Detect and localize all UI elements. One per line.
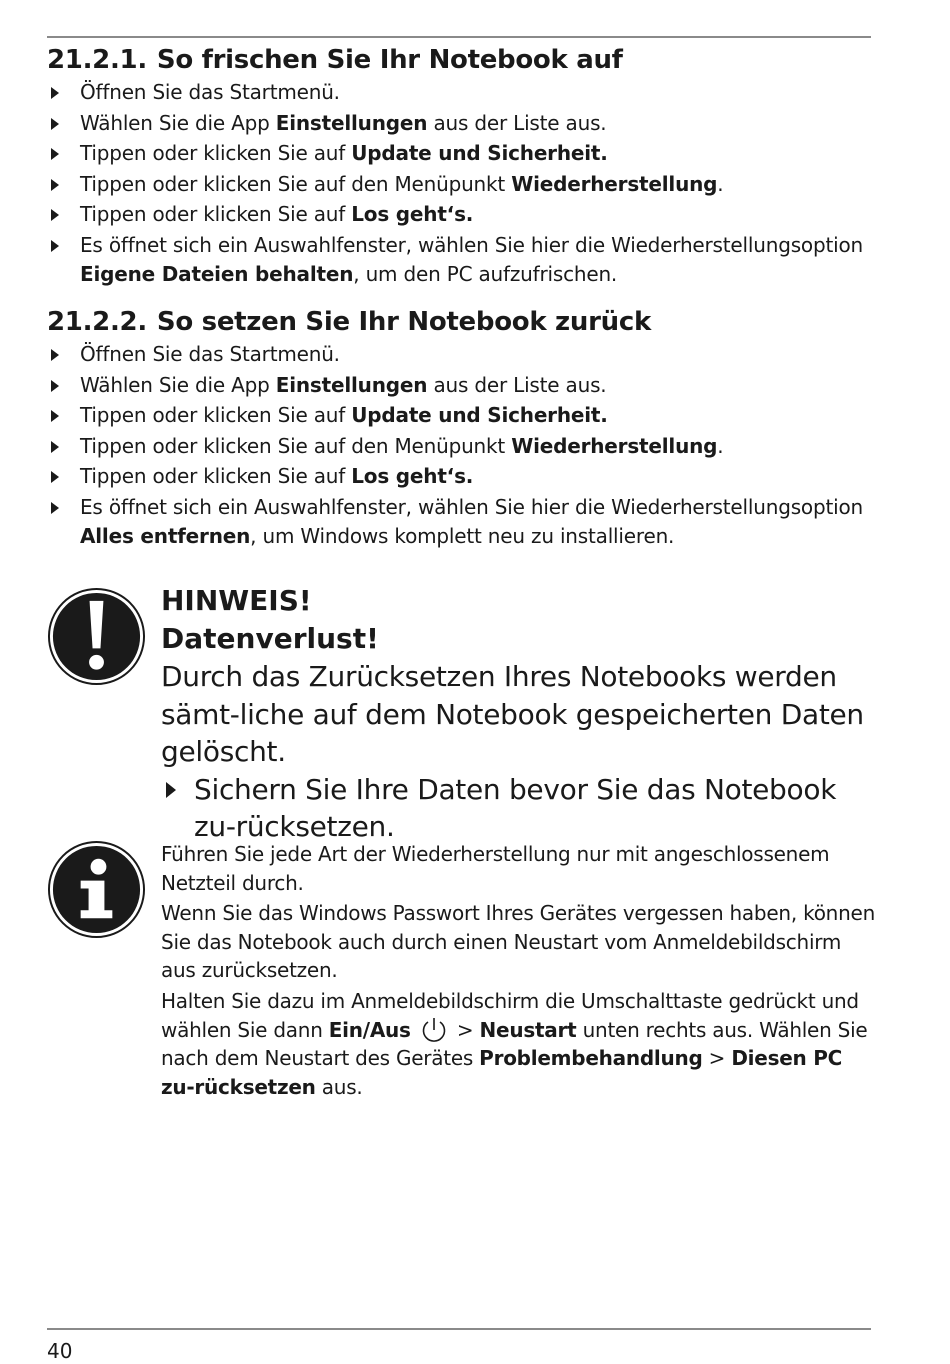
list-item	[47, 231, 877, 290]
bullet-arrow-icon	[51, 118, 59, 130]
list-item	[47, 432, 877, 462]
list-item	[47, 462, 877, 492]
section-title: So setzen Sie Ihr Notebook zurück	[156, 307, 651, 337]
text-run: Wählen Sie die App	[80, 372, 276, 397]
warning-body: Durch das Zurücksetzen Ihres Notebooks werden sämt-liche auf dem Notebook gespeicherten Daten gelöscht.	[161, 660, 864, 768]
bullet-arrow-icon	[166, 782, 176, 798]
bold-run: Los geht‘s.	[351, 202, 474, 226]
bold-run: Los geht‘s.	[351, 464, 474, 488]
text-run: >	[450, 1017, 480, 1042]
list-item	[47, 340, 877, 370]
text-run: aus der Liste aus.	[427, 110, 607, 135]
bold-run: Einstellungen	[275, 372, 428, 397]
list-item	[47, 109, 877, 139]
list-item	[47, 170, 877, 200]
text-run: Öffnen Sie das Startmenü.	[80, 342, 340, 366]
section-refresh	[47, 42, 877, 291]
info-notice	[161, 840, 881, 1103]
section-number: 21.2.1.	[47, 45, 147, 75]
text-run: Wählen Sie die App	[80, 110, 276, 135]
list-item	[47, 371, 877, 401]
bullet-arrow-icon	[51, 441, 59, 453]
steps-list	[47, 78, 877, 290]
text-run: >	[702, 1046, 732, 1071]
bullet-arrow-icon	[51, 87, 59, 99]
bold-run: Problembehandlung	[479, 1046, 703, 1071]
text-run: , um Windows komplett neu zu installieren.	[250, 524, 675, 548]
bullet-arrow-icon	[51, 471, 59, 483]
power-icon	[417, 1017, 451, 1043]
text-run: Halten Sie dazu im Anmeldebildschirm die Umschalttaste gedrückt und wählen Sie dann	[161, 988, 859, 1042]
text-run: Tippen oder klicken Sie auf	[80, 141, 352, 165]
bullet-arrow-icon	[51, 209, 59, 221]
text-run: Tippen oder klicken Sie auf den Menüpunkt	[80, 171, 512, 196]
bold-run: Diesen PC zu-rücksetzen	[161, 1046, 843, 1099]
bold-run: Neustart	[479, 1017, 577, 1042]
list-item	[47, 401, 877, 431]
bullet-arrow-icon	[51, 410, 59, 422]
text-run: aus der Liste aus.	[427, 372, 607, 397]
bullet-arrow-icon	[51, 240, 59, 252]
bullet-arrow-icon	[51, 148, 59, 160]
exclamation-icon	[47, 587, 146, 686]
list-item	[47, 139, 877, 169]
text-run: Tippen oder klicken Sie auf	[80, 403, 352, 427]
warning-item	[161, 771, 881, 846]
bullet-arrow-icon	[51, 179, 59, 191]
bold-run: Update und Sicherheit.	[351, 403, 608, 427]
bold-run: Eigene Dateien behalten	[80, 262, 354, 286]
info-paragraph	[161, 987, 881, 1101]
bold-run: Wiederherstellung	[511, 171, 718, 196]
list-item	[47, 200, 877, 230]
steps-list	[47, 340, 877, 552]
text-run: Tippen oder klicken Sie auf den Menüpunkt	[80, 433, 512, 458]
text-run: Tippen oder klicken Sie auf	[80, 464, 352, 488]
text-run: .	[717, 171, 724, 196]
info-paragraph: Wenn Sie das Windows Passwort Ihres Gerätes vergessen haben, können Sie das Notebook auch durch einen Neustart vom Anmeldebildschirm aus zurücksetzen.	[161, 901, 876, 983]
section-number: 21.2.2.	[47, 307, 147, 337]
bottom-rule	[47, 1328, 871, 1330]
text-run: , um den PC aufzufrischen.	[353, 262, 618, 286]
warning-item-text: Sichern Sie Ihre Daten bevor Sie das Notebook zu-rücksetzen.	[194, 772, 837, 843]
bullet-arrow-icon	[51, 380, 59, 392]
bullet-arrow-icon	[51, 502, 59, 514]
text-run: unten rechts aus. Wählen Sie nach dem Neustart des Gerätes	[161, 1017, 868, 1071]
bold-run: Ein/Aus	[328, 1017, 411, 1042]
section-title: So frischen Sie Ihr Notebook auf	[156, 45, 623, 75]
section-heading	[47, 42, 877, 78]
list-item	[47, 78, 877, 108]
section-heading	[47, 304, 877, 340]
list-item	[47, 493, 877, 552]
text-run: Es öffnet sich ein Auswahlfenster, wählen Sie hier die Wiederherstellungsoption	[80, 232, 863, 257]
text-run: .	[717, 433, 724, 458]
bold-run: Wiederherstellung	[511, 433, 718, 458]
text-run: Tippen oder klicken Sie auf	[80, 202, 352, 226]
bullet-arrow-icon	[51, 349, 59, 361]
page-number: 40	[47, 1339, 73, 1363]
bold-run: Update und Sicherheit.	[351, 141, 608, 165]
warning-notice	[161, 582, 881, 846]
section-reset	[47, 304, 877, 553]
text-run: Öffnen Sie das Startmenü.	[80, 80, 340, 104]
info-paragraph: Führen Sie jede Art der Wiederherstellung nur mit angeschlossenem Netzteil durch.	[161, 842, 830, 895]
text-run: Es öffnet sich ein Auswahlfenster, wählen Sie hier die Wiederherstellungsoption	[80, 494, 863, 519]
warning-heading: HINWEIS!	[161, 584, 312, 617]
top-rule	[47, 36, 871, 38]
text-run: aus.	[315, 1074, 363, 1099]
bold-run: Einstellungen	[275, 110, 428, 135]
info-icon	[47, 840, 146, 939]
bold-run: Alles entfernen	[80, 524, 251, 548]
warning-subheading: Datenverlust!	[161, 622, 379, 655]
